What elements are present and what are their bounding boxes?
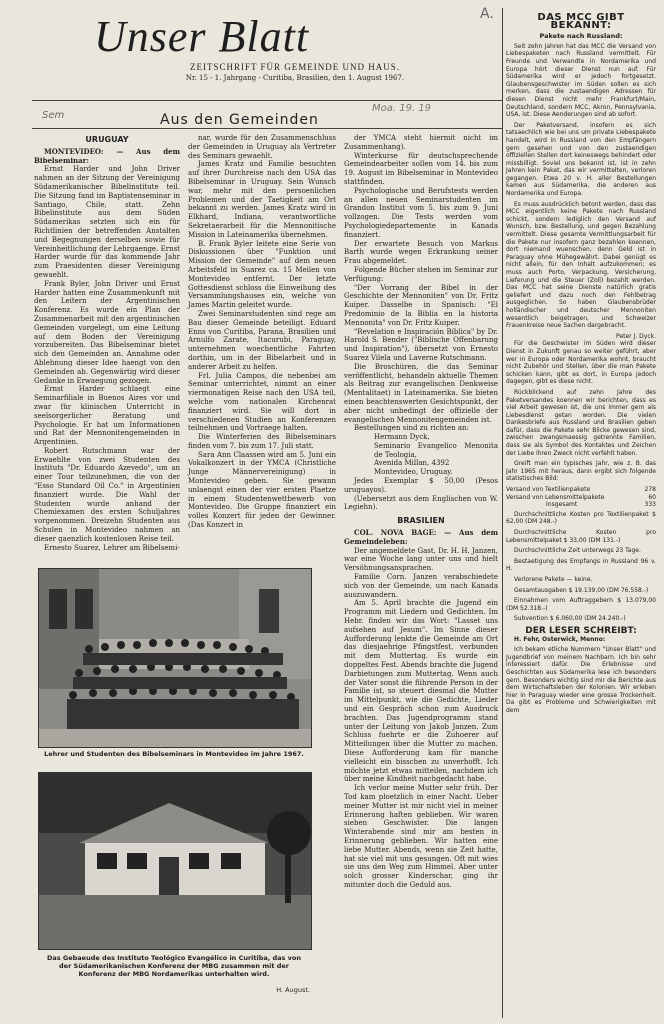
article-lead: COL. NOVA BAGE: — Aus dem Gemeindeleben: (344, 528, 498, 546)
table-value: 278 (644, 486, 656, 494)
address-line: Montevideo, Uruguay. (374, 468, 453, 477)
paragraph: Ernst Harder und John Driver nahmen an der Sitzung der Vereinigung Südamerikanischer Bibelinstitute teil. Die Sitzung fand im Baptistenseminar in Santiago, Chile, statt. Zehn Bibelinstitute aus dem Süden Südamerikas setzten sich ein für Richtlinien der betreffenden Anstalten und Begegnungen derselben sowie für Vereinheitlichung der Lehrgaenge. Ernst Harder wurde für das kommende Jahr zum Praesidenten dieser Vereinigung gewaehlt. (34, 165, 180, 279)
sidebar-paragraph: Greift man ein typisches Jahr, wie z. B. das Jahr 1965 mit heraus, dann ergibt sich folgende statistisches Bild: (506, 460, 656, 483)
paragraph: Psychologische und Berufstests werden an allen neuen Seminarstudenten im Grandon Institut vom 5. bis zum 9. Juni vollzogen. Die Tests werden vom Psychologiedepartemente in Kanada finanziert. (344, 186, 498, 239)
sidebar-divider (502, 8, 503, 1018)
masthead-subtitle: ZEITSCHRIFT FÜR GEMEINDE UND HAUS. (189, 62, 401, 72)
paragraph: Familie Corn. Janzen verabschiedete sich von der Gemeinde, um nach Kanada auszuwandern. (344, 573, 498, 599)
table-label: Versand von Lebensmittelpakete (506, 493, 605, 501)
paragraph: Die Winterferien des Bibelseminars finden vom 7. bis zum 17. Juli statt. (188, 433, 336, 450)
masthead (30, 12, 500, 82)
sidebar-title: DAS MCC GIBT BEKANNT: (537, 12, 625, 31)
masthead-issue-line: Nr. 15 - 1. Jahrgang - Curitiba, Brasilien, den 1. August 1967. (185, 74, 405, 82)
table-row (506, 486, 656, 494)
translation-credit: (Uebersetzt aus dem Englischen von W. Legiehn). (344, 494, 498, 512)
sidebar-paragraph: Durchschnittliche Zeit unterwegs 23 Tage. (514, 547, 641, 555)
paragraph: nar, wurde für den Zusammenschluss der Gemeinden in Uruguay als Vertreter des Seminars gewaehlt. (188, 134, 336, 160)
address-line: Avenida Millan, 4392 (374, 459, 450, 468)
paragraph: Die Broschüren, die das Seminar veröffentlicht, behandeln aktuelle Themen als Beitrag zur evangelischen Denkweise (Mentalitaet) in Lateinamerika. Sie bieten einen beachtenswerten Gesichtspunkt, der aber nicht unbedingt der offizielle der evangelischen Mennonitengemeinden ist. (344, 362, 498, 424)
paragraph: B. Frank Byler leitete eine Serie von Diskussionen über "Funktion und Mission der Gemeinde" auf dem neuen Arbeitsfeld in Suarez ca. 15 Meilen von Montevideo entfernt. Der letzte Gottesdienst schloss die Einweihung des Versammlungshauses ein, welche von James Martin geleitet wurde. (188, 239, 336, 310)
paragraph: "Der Vorrang der Bibel in der Geschichte der Mennoniten" von Dr. Fritz Kuiper. Dasselbe in Spanisch: "El Predominio de la Biblia en la historia Mennonita" von Dr. Fritz Kuiper. (344, 283, 498, 327)
sidebar-lead: H. Fehr, Osterwick, Menno: (514, 635, 606, 643)
photo-credit: H. August. (276, 986, 310, 994)
sidebar-subheading: Pakete nach Russland: (539, 32, 623, 41)
sidebar-paragraph: Es muss ausdrücklich betont werden, dass das MCC eigentlich keine Pakete nach Russland schickt, sondern lediglich den Versand auf Wunsch, bzw. Bestellung, und gegen Bezahlung vermittelt. Diese gesamte Vermittlungsarbeit für die Pakete nur insofern ganz bezahlen koennen, dort niemand wuenschen, denn Geld ist in Paraguay ohne Mühegewährt. Dabei genügt es nicht allein, für den Inhalt aufzukommen; es muss auch Porto, Verpackung, Versicherung, Lieferung und die Steuer (Zoll) bezahlt werden. Das MCC hat seine Dienste natürlich gratis geliefert und dazu noch den Fehlbetrag ausgeglichen. So haben Glaubensbrüder holländischer und deutscher Mennoniten wesentlich beigetragen, und Schweizer Frauenkreise neue Sachen dargebracht. (506, 200, 656, 330)
table-label: Versand von Textilienpakete (506, 486, 591, 494)
paragraph: Ich verlor meine Mutter sehr früh. Der Tod kam ploetzlich in einer Nacht. Ueber meiner Mutter ist mir nicht viel in meiner Erinnerung haften geblieben. Wir waren sieben Geschwister. Die langen Winterabende sind mir am besten in Erinnerung geblieben. Wir hatten eine liebe Mutter. Abends, wenn sie Zeit hatte, hat sie viel mit uns gesungen. Oft mit wies sie uns den Weg zum Himmel. Aber unter solch grosser Kinderschar, ging ihr mitunter doch die Geduld aus. (344, 784, 498, 889)
paragraph: Folgende Bücher stehen im Seminar zur Verfügung: (344, 265, 498, 283)
price-note: Jedes Exemplar $ 50,00 (Pesos uruguayos). (344, 477, 498, 494)
group-photo (38, 568, 312, 748)
handwritten-note: Sem (42, 110, 65, 121)
paragraph: Sara Ann Claassen wird am 5. Juni ein Vokalkonzert in der YMCA (Christliche Junge Männervereinigung) in Montevideo geben. Sie gewann unlaengst einen der vier ersten Plaetze in einem Studentenwettbewerb von Montevideo. Die Gruppe finanziert ein volles Konzert für jeden der Gewinner. (Das Konzert in (188, 450, 336, 530)
address-line: Hermann Dyck, (374, 433, 430, 442)
paragraph: Am 5. April brachte die Jugend ein Programm mit Liedern und Gedichten. Im Hebr. finden wir das Wort: "Lasset uns aufsehen auf Jesum". Im Sinne dieser Aufforderung lenkte die Gemeinde am Ort das diesjaehrige Pfingstfest, verbunden mit dem Muttertag. Es wurde ein doppeltes Fest. Abends brachte die Jugend Darbietungen zum Muttertag. Wenn auch der Vater sonst die führende Person in der Familie ist, so steuert diesmal die Mutter im Mittelpunkt, wie die Gedichte, Lieder und ein Gespräch schon zum Ausdruck brachten. Das Jugendprogramm stand unter der Leitung von Jakob Janzen. Zum Schluss fuehrte er die Zuhoerer auf Mitteilungen über die Mutter zu machen. Diese Aufforderung kam für manche vielleicht ein bisschen zu unverhofft. Ich möchte jetzt etwas mitteilen, nachdem ich über meine Kindheit nachgedacht habe. (344, 599, 498, 784)
table-row (506, 494, 656, 502)
building-photo-image (39, 773, 311, 949)
sidebar-paragraph: Einnahmen vom Auftraggebern $ 13.079,00 (DM 52.318.-) (506, 597, 656, 612)
article-lead: MONTEVIDEO: — Aus dem Bibelseminar: (34, 146, 180, 165)
handwritten-note: A. (480, 6, 494, 22)
address-line: Seminario Evangelico Menonita de Teologia, (374, 441, 498, 459)
photo-caption: Lehrer und Studenten des Bibelseminars in Montevideo im Jahre 1967. (44, 750, 304, 758)
sidebar-paragraph: Durchschnittliche Kosten pro Textilienpaket $ 62,00 (DM 248.-) (506, 510, 656, 526)
paragraph: Frank Byler, John Driver und Ernst Harder hatten eine Zusammenkunft mit den Leitern der Argentinischen Konferenz. Es wurde ein Plan der Zusammenarbeit mit den argentinischen Gemeinden vorgelegt, um eine Leitung auf dem Boden der Vereinigung vorzubereiten. Das Bibelseminar bietet sich den Gemeinden an. Annahme oder Ablehnung dieser Idee haengt von den Gemeinden ab. Gegenwärtig wird dieser Gedanke in Erwaegung gezogen. (34, 279, 180, 385)
masthead-rule (32, 100, 502, 101)
sidebar-paragraph: Subvention $ 6.060,00 (DM 24.240.-) (514, 615, 626, 623)
paragraph: Bestellungen sind zu richten an: (354, 424, 469, 433)
section-rule (32, 128, 502, 129)
table-value: 333 (644, 501, 656, 509)
article-heading-brasilien: BRASILIEN (397, 516, 445, 526)
paragraph: Ernesto Suarez, Lehrer am Bibelsemi- (44, 543, 180, 552)
masthead-title: Unser Blatt (94, 12, 310, 61)
sidebar-mcc (506, 14, 656, 1019)
signature: Peter J. Dyck. (616, 332, 656, 340)
article-heading-uruguay: URUGUAY (85, 135, 129, 144)
sidebar-paragraph: Der Paketversand, insofern es sich tatsaechlich wie bei uns um private Liebespakete handelt, wird in Russland von den Empfängern gern gesehen und von den zustaendigen offiziellen Stellen dort keineswegs behindert oder missbilligt. Soviel uns bekannt ist, ist in zehn Jahren kein Paket, das wir vermittelten, verloren gegangen. Etwa 20 v. H. aller Bestellungen kamen aus Südamerika, die anderen aus Nordamerika und Europa. (506, 121, 656, 198)
section-title: Aus den Gemeinden (160, 112, 319, 128)
paragraph: James Kratz und Familie besuchten auf ihrer Durchreise nach den USA das Bibelseminar in Uruguay. Sein Wunsch war, mehr mit den persoenlichen Problemen und der Taetigkeit am Ort bekannt zu werden. James Kratz wird in Elkhard, Indiana, verantwortliche Sekretaerarbeit für die Mennonitische Mission in Lateinamerika übernehmen. (188, 160, 336, 239)
table-label: Insgesamt (546, 501, 578, 509)
sidebar-paragraph: Verlorene Pakete — keine. (514, 575, 593, 583)
paragraph: Robert Rutschmann war der Erwaehlte von zwei Studenten des Instituts "Dr. Eduardo Azevedo", um an einer Tour teilzunehmen, die von der "Esso Standard Oil Co." in Argentinien finanziert wurde. Die Wahl der Studenten wurde anhand der Chemiexamen des ersten Schuljahres vorgenommen. Dreizehn Studenten aus Schulen in Montevideo nahmen an dieser gaenzlich kostenlosen Reise teil. (34, 446, 180, 543)
paragraph: Winterkurse für deutschsprechende Gemeindearbeiter sollen vom 14. bis zum 19. August im Bibelseminar in Montevideo stattfinden. (344, 151, 498, 186)
group-photo-image (39, 569, 311, 747)
article-column-2 (188, 134, 336, 530)
sidebar-paragraph: Ich bekam etliche Nummern "Unser Blatt" und Jugendbrief von meinem Nachbarn. Ich bin sehr interessiert dafür. Die Erlebnisse und Geschichten aus Südamerika lese ich besonders gern. Besonders wichtig sind mir die Berichte aus dem Wirtschaftsleben der Kolonien. Wir erleben hier in Paraguay wieder eine grosse Trockenheit. Da gibt es Probleme und Schwierigkeiten mit dem (506, 646, 656, 714)
photo-caption: Das Gebaeude des Instituto Teológico Evangélico in Curitiba, das von der Südamerikanischen Konferenz der MBG zusammen mit der Konferenz der MBG Nordamerikas unterhalten wird. (46, 954, 302, 978)
sidebar-paragraph: Für die Geschwister im Süden wird dieser Dienst in Zukunft genau so weiter geführt, aber wer in Europa oder Nordamerika wohnt, braucht nicht Zubehör und Stellen, über die man Pakete schicken kann, gibt es dort, in Europa jedoch dagegen, gibt es diese nicht. (506, 340, 656, 386)
table-row (506, 501, 656, 509)
paragraph: "Revelation e Inspiración Bíblica" by Dr. Harold S. Bender ("Biblische Offenbarung und Inspiration"), übersetzt von Ernesto Suarez Vilela und Laverne Rutschmann. (344, 327, 498, 362)
sidebar-paragraph: Seit zehn Jahren hat das MCC die Versand von Liebespaketen nach Russland vermittelt. Für Freunde und Verwandte in Nordamerika und Europa hört dieser Dienst nun auf. Für Südamerika wird er jedoch fortgesetzt. Glaubensgeschwister im Süden sollen es sich merken, dass die zustaendigen Adressen für diesen Dienst nicht mehr Frankfurt/Main, Deutschland, sondern MCC, Akron, Pennsylvania, USA, ist. Diese Aenderungen sind ab sofort. (506, 42, 656, 119)
order-address (344, 433, 498, 477)
paragraph: Der erwartete Besuch von Markus Barth wurde wegen Erkrankung seiner Frau abgemeldet. (344, 239, 498, 266)
sidebar-paragraph: Bestaetigung des Empfangs in Russland 96 v. H. (506, 557, 656, 573)
handwritten-note: Moa. 19. 19 (372, 103, 432, 114)
paragraph: der YMCA steht hiermit nicht im Zusammenhang). (344, 134, 498, 151)
article-column-1 (34, 134, 180, 552)
sidebar-paragraph: Gesamtausgaben $ 19.139,00 (DM 76.558.-) (514, 586, 649, 594)
paragraph: Zwei Seminarstudenten sind rege am Bau dieser Gemeinde beteiligt. Eduard Enns von Curitiba, Parana, Brasilien und Arnulfo Zarate, Itacurubi, Paraguay, unternehmen woechentliche Fahrten dorthin, um in der Bibelarbeit und in anderer Arbeit zu helfen. (188, 309, 336, 371)
article-column-3 (344, 134, 498, 890)
statistics-table (506, 486, 656, 509)
paragraph: Der angemeldete Gast, Dr. H. H. Janzen, war eine Woche lang unter uns und hielt Versöhnungsansprachen. (344, 546, 498, 573)
paragraph: Ernst Harder schlaegt eine Seminarfiliale in Buenos Aires vor und zwar für klinischen Unterricht in seelsorgerlicher Beratung und Psychologie. Er hat um Informationen und Rat der Mennonitengemeinden in Argentinien. (34, 385, 180, 447)
sidebar-title: DER LESER SCHREIBT: (525, 625, 637, 636)
sidebar-paragraph: Durchschnittliche Kosten pro Lebensmittelpaket $ 33,00 (DM 131.-) (506, 529, 656, 544)
paragraph: Frl. Julia Campos, die nebenbei am Seminar unterrichtet, nimmt an einer viermonatigen Reise nach den USA teil, welche vom nationalen Kirchenrat finanziert wird. Sie will dort in verschiedenen Studien an Konferenzen teilnehmen und Vortraege halten. (188, 371, 336, 433)
building-photo (38, 772, 312, 950)
table-value: 60 (648, 493, 656, 501)
sidebar-paragraph: Rückblickend auf zehn Jahre des Paketversandes koennen wir berichten, dass es viel Arbeit gewesen ist, die uns immer gern als Liebesdienst getan worden. Die vielen Dankesbriefe aus Russland und Brasilien geben dafür, dass die Pakete sehr Blicke gewesen sind, zwischen zwangsmaessig getrennte Familien, dass sie als Symbol des Kontaktes und Zeichen der Liebe ihren Zweck nicht verfehlt haben. (506, 388, 656, 457)
